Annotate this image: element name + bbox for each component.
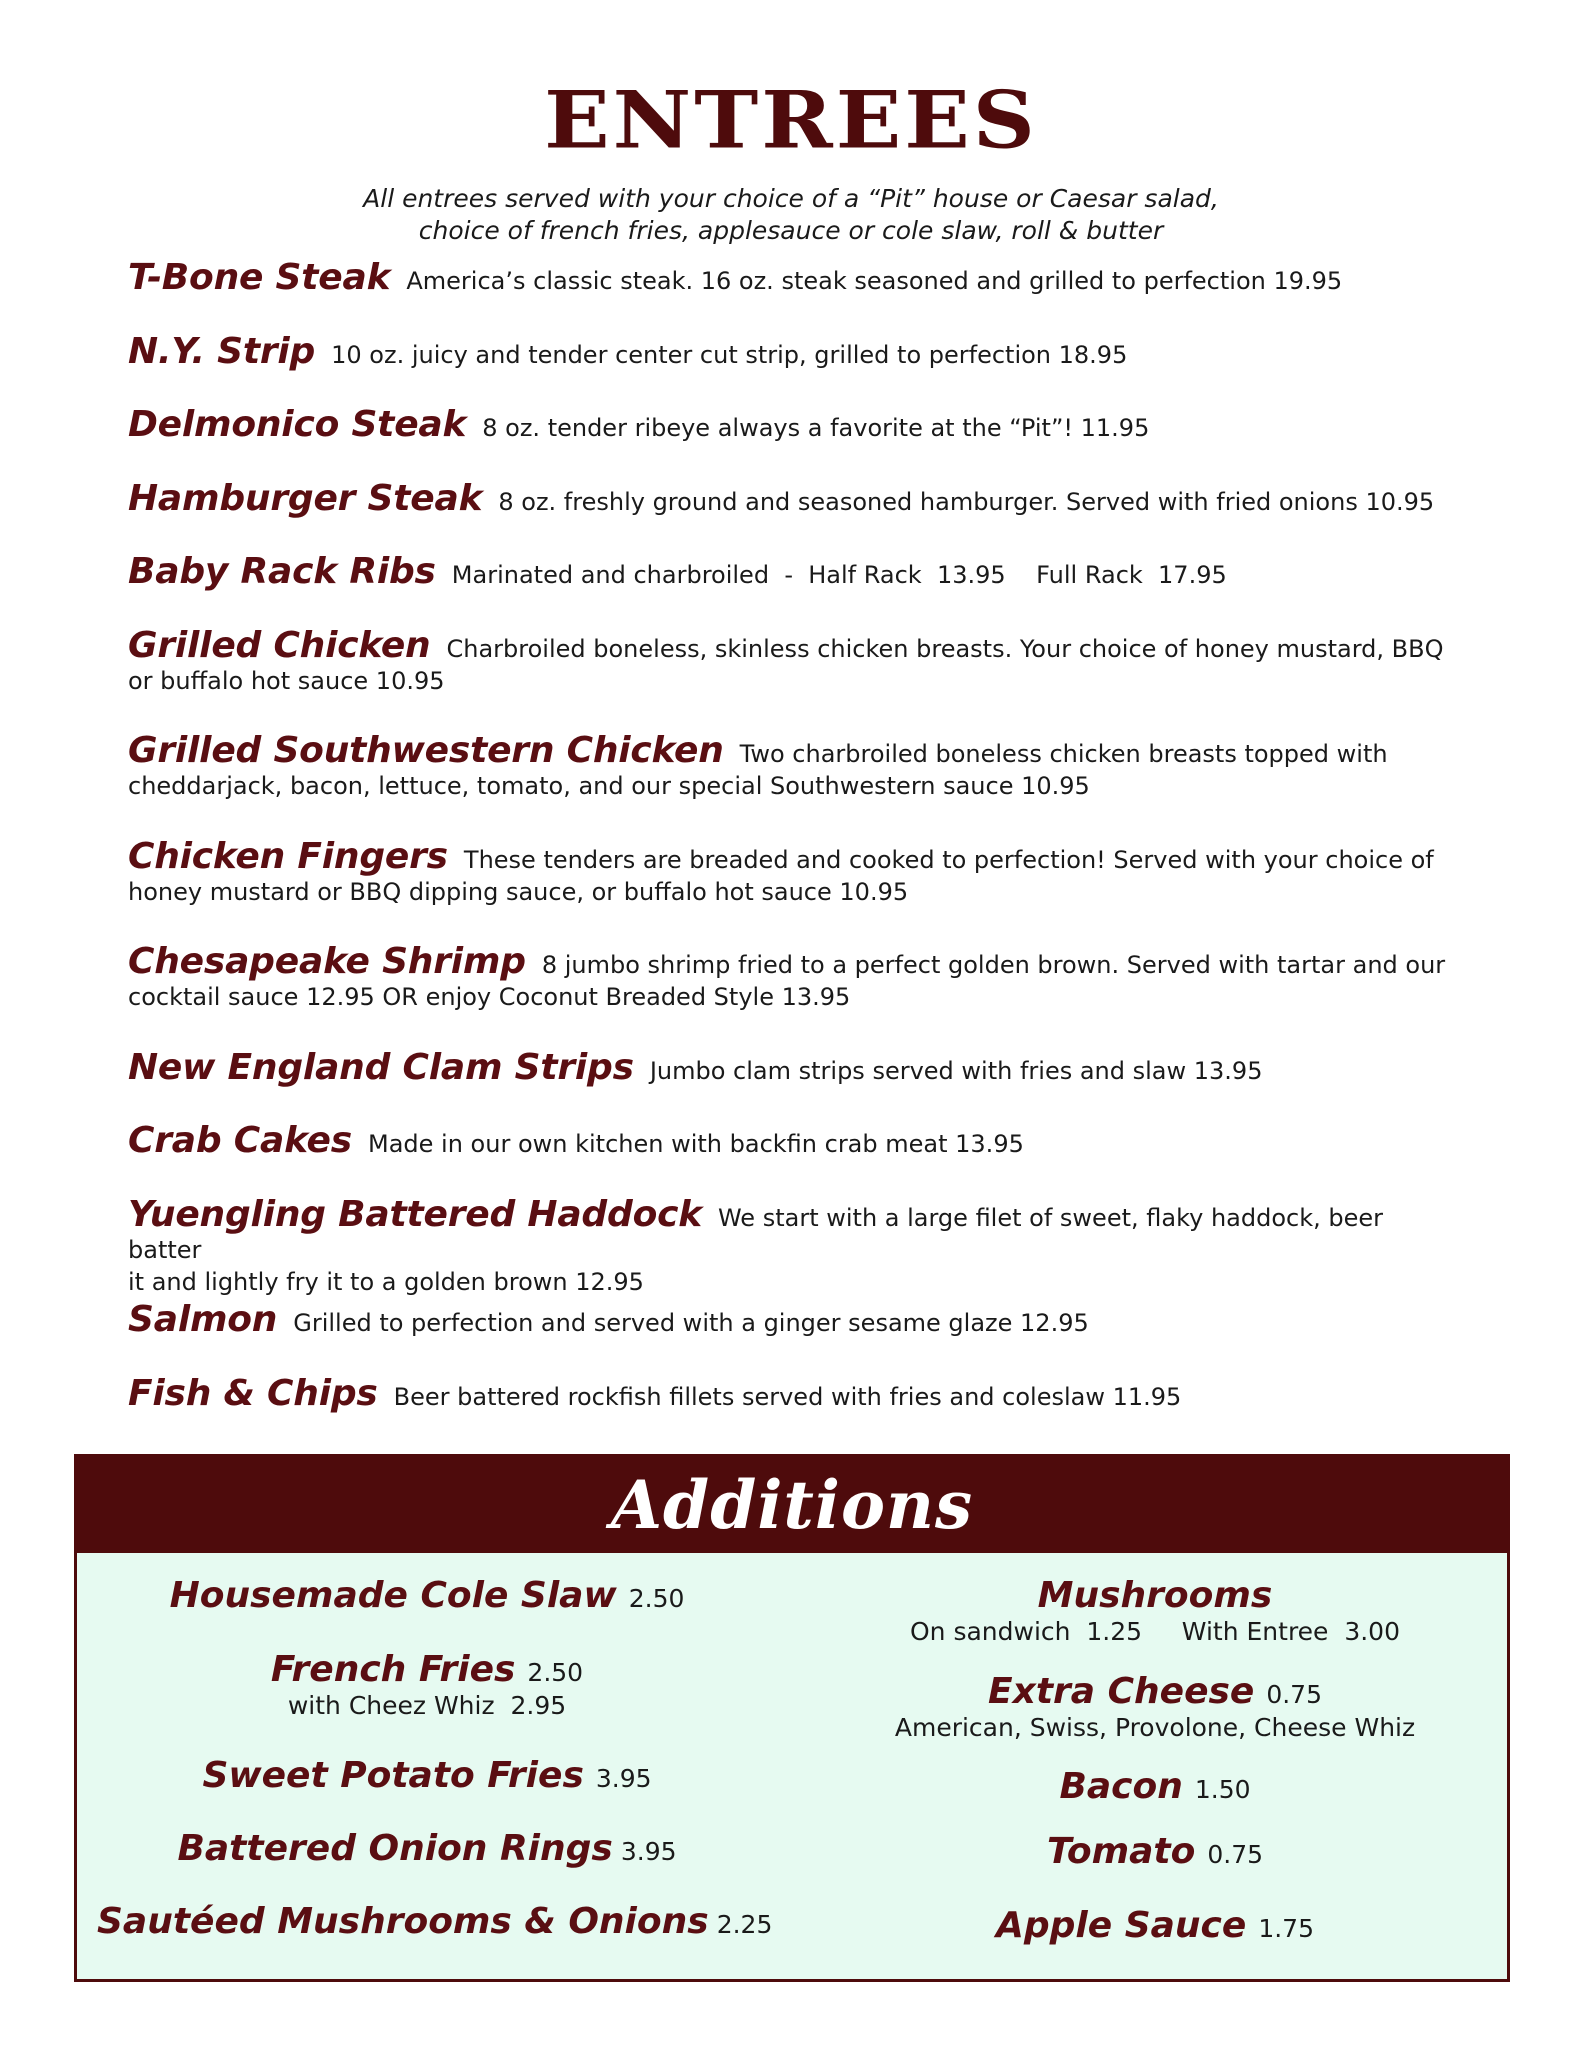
entree-item [128,477,1448,557]
entree-name: Grilled Southwestern Chicken [128,730,724,771]
addition-price: 3.95 [620,1837,677,1866]
entree-name: Hamburger Steak [128,477,483,519]
addition-name: Mushrooms [1037,1575,1273,1616]
entree-item [128,330,1448,410]
entree-description-cont: honey mustard or BBQ dipping sauce, or buffalo hot sauce 10.95 [128,877,909,906]
addition-price: 1.50 [1194,1775,1251,1804]
addition-name: Bacon [1059,1766,1183,1807]
entree-name: Delmonico Steak [128,404,467,445]
addition-item [97,1901,773,1942]
entree-description-cont: it and lightly fry it to a golden brown 12.95 [128,1267,644,1296]
entree-name: Baby Rack Ribs [128,551,436,592]
entree-name: N.Y. Strip [128,330,316,372]
addition-price: 0.75 [1266,1680,1322,1709]
entree-name: Chesapeake Shrimp [128,941,526,982]
entree-description: Marinated and charbroiled - Half Rack 13.95 Full Rack 17.95 [451,561,1227,589]
entree-description: Two charbroiled boneless chicken breasts topped with [739,740,1388,768]
entree-item [128,1372,1448,1452]
addition-item [127,1828,727,1869]
addition-price: 2.50 [628,1584,685,1613]
subtitle-line: choice of french fries, applesauce or cole slaw, roll & butter [418,216,1164,245]
addition-name: Sautéed Mushrooms & Onions [97,1901,709,1942]
entrees-list [128,257,1448,1451]
entree-item [128,1046,1448,1126]
addition-price: 1.75 [1258,1914,1314,1943]
entree-description-cont: or buffalo hot sauce 10.95 [128,666,445,695]
addition-subtext: American, Swiss, Provolone, Cheese Whiz [894,1713,1416,1742]
entree-description: Made in our own kitchen with backfin crab meat 13.95 [368,1130,1024,1158]
addition-price: 3.95 [595,1764,652,1793]
entree-description: 8 oz. tender ribeye always a favorite at the “Pit”! 11.95 [482,414,1150,442]
entree-name: Salmon [128,1299,278,1340]
entree-name: Grilled Chicken [128,624,431,666]
menu-subtitle [0,183,1582,247]
entree-item [128,941,1448,1052]
addition-item [127,1755,727,1796]
additions-title: Additions [610,1466,974,1544]
addition-item [855,1575,1455,1648]
addition-item [855,1831,1455,1872]
entree-name: Chicken Fingers [128,835,448,877]
addition-item [855,1766,1455,1807]
additions-header [77,1457,1507,1553]
entree-item [128,1193,1448,1305]
entree-item [128,624,1448,736]
addition-price: 2.50 [527,1658,584,1687]
addition-subtext: with Cheez Whiz 2.95 [287,1691,567,1720]
entree-description: These tenders are breaded and cooked to perfection! Served with your choice of [463,845,1434,874]
addition-price: 2.25 [716,1910,773,1939]
addition-name: Sweet Potato Fries [202,1755,584,1796]
addition-name: French Fries [270,1649,516,1690]
addition-name: Tomato [1046,1831,1196,1872]
entree-item [128,257,1448,336]
entree-name: New England Clam Strips [128,1046,634,1088]
addition-item [855,1905,1455,1946]
entree-description: 10 oz. juicy and tender center cut strip, grilled to perfection 18.95 [331,340,1128,369]
entree-name: Yuengling Battered Haddock [128,1193,702,1235]
entree-description: 8 jumbo shrimp fried to a perfect golden brown. Served with tartar and our [541,951,1446,979]
entree-name: Crab Cakes [128,1120,352,1161]
entree-item [128,730,1448,841]
entree-description: America’s classic steak. 16 oz. steak seasoned and grilled to perfection 19.95 [406,267,1343,295]
entree-description-cont: cocktail sauce 12.95 OR enjoy Coconut Breaded Style 13.95 [128,983,851,1011]
entree-description: We start with a large filet of sweet, flaky haddock, beer batter [128,1203,1383,1264]
addition-item [127,1575,727,1616]
entree-description: 8 oz. freshly ground and seasoned hamburger. Served with fried onions 10.95 [498,487,1435,516]
entree-item [128,404,1448,483]
entree-item [128,1299,1448,1378]
addition-name: Battered Onion Rings [177,1828,613,1869]
entree-description-cont: cheddarjack, bacon, lettuce, tomato, and our special Southwestern sauce 10.95 [128,772,1090,800]
entree-description: Charbroiled boneless, skinless chicken breasts. Your choice of honey mustard, BBQ [446,634,1444,663]
entree-name: Fish & Chips [128,1372,378,1414]
entree-description: Jumbo clam strips served with fries and slaw 13.95 [649,1056,1263,1085]
addition-name: Housemade Cole Slaw [169,1575,617,1616]
entree-description: Grilled to perfection and served with a ginger sesame glaze 12.95 [293,1309,1089,1337]
additions-box [74,1454,1510,1982]
entree-item [128,551,1448,630]
addition-name: Extra Cheese [988,1671,1255,1712]
addition-price: 0.75 [1207,1840,1264,1869]
entree-name: T-Bone Steak [128,257,391,298]
addition-subtext: On sandwich 1.25 With Entree 3.00 [909,1617,1400,1646]
subtitle-line: All entrees served with your choice of a “Pit” house or Caesar salad, [363,184,1219,213]
addition-name: Apple Sauce [996,1905,1247,1946]
addition-item [127,1649,727,1722]
entree-item [128,835,1448,947]
entree-description: Beer battered rockfish fillets served with fries and coleslaw 11.95 [393,1382,1182,1411]
entree-item [128,1120,1448,1199]
addition-item [855,1671,1455,1744]
menu-title: ENTREES [544,74,1038,167]
